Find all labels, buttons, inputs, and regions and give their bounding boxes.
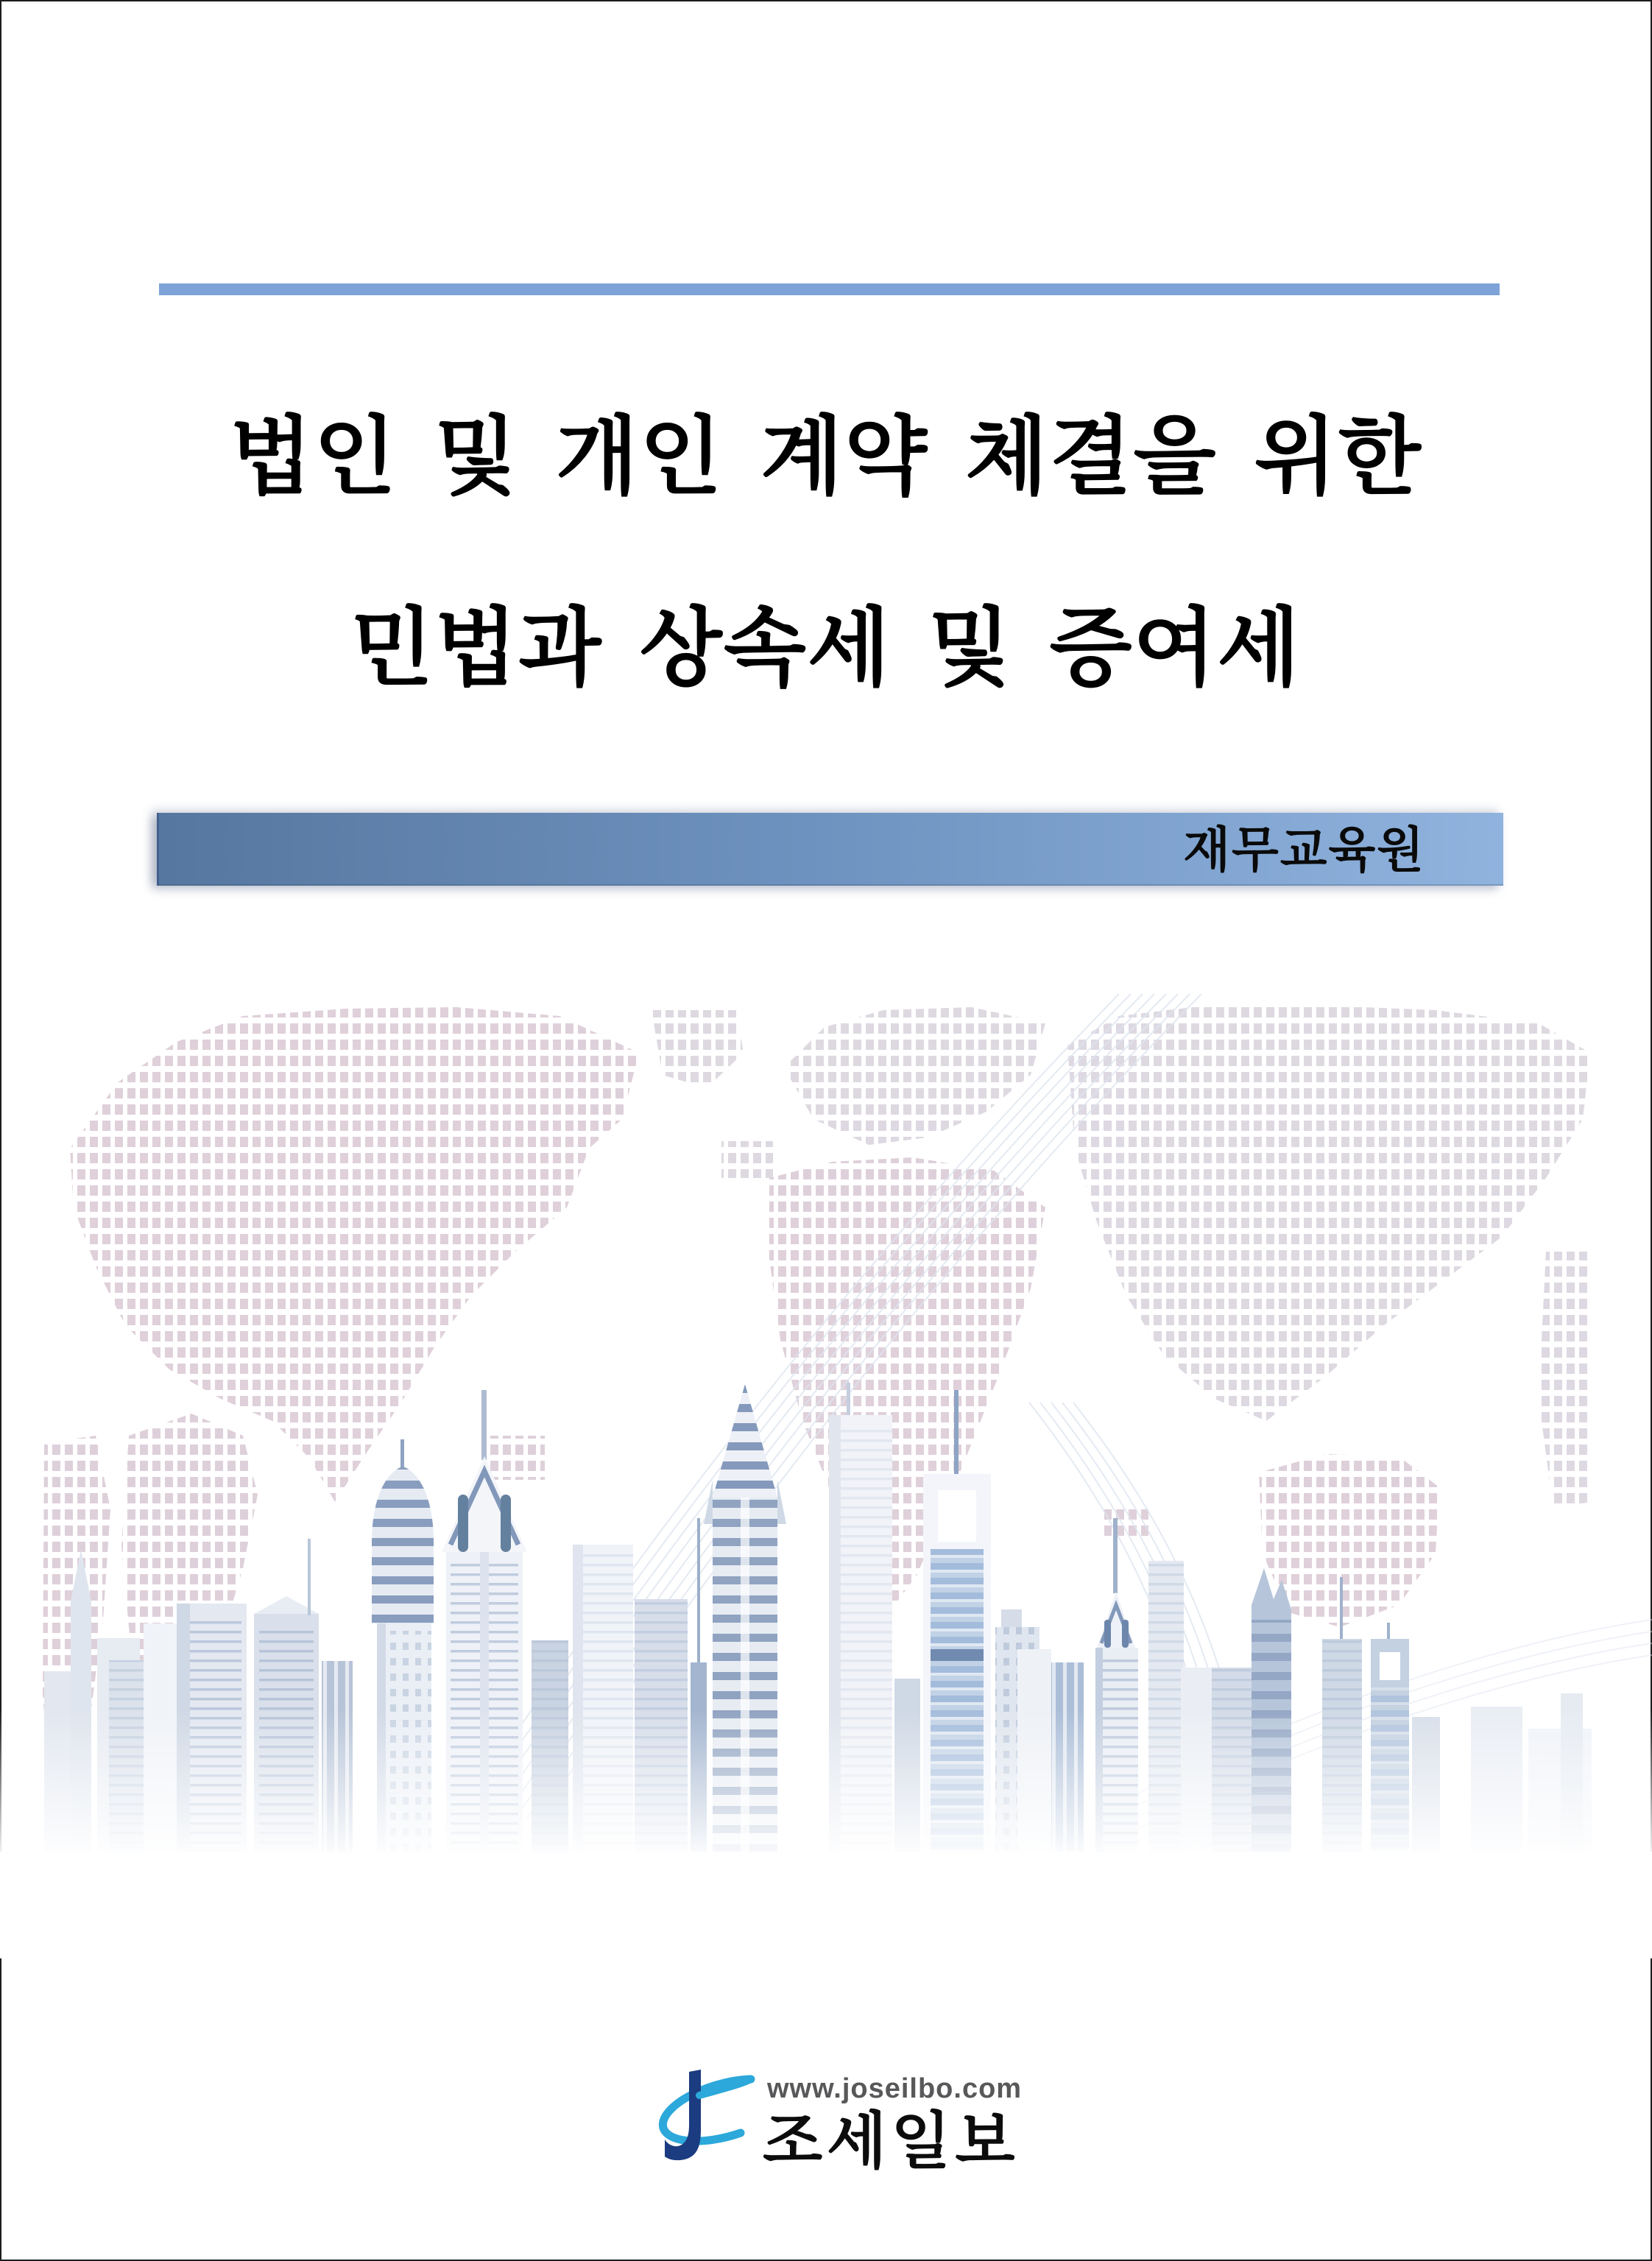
logo-swoosh-icon [663,2079,751,2141]
publisher-banner-label: 재무교육원 [1183,822,1425,877]
cover-title-line-2: 민법과 상속세 및 증여세 [350,600,1302,696]
bottom-whitespace [0,1852,1652,1958]
top-accent-bar [159,283,1500,295]
publisher-banner [157,813,1503,886]
world-map-skyline-illustration [0,987,1652,1958]
cover-title-line-1: 법인 및 개인 계약 체결을 위한 [230,409,1422,504]
skyline-fade [0,1708,1652,1863]
logo-brand-text: 조세일보 [763,2106,1020,2176]
logo-url-text: www.joseilbo.com [767,2073,1023,2104]
